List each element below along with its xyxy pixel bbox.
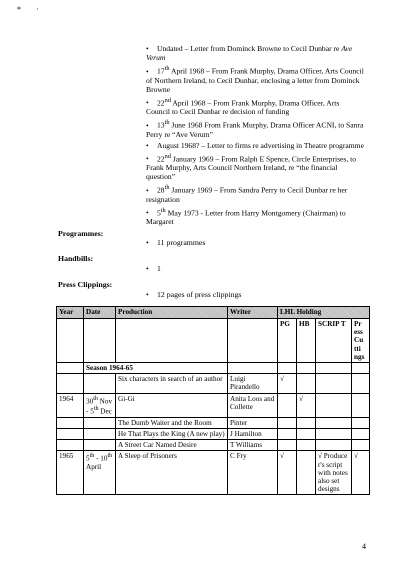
col-writer: Writer (228, 307, 278, 319)
list-item: • 17th April 1968 – From Frank Murphy, Drama Officer, Arts Council of Northern Ireland, to Cecil Dunbar, enclosing a letter from Dominck Browne (146, 65, 364, 94)
list-item: • 28th January 1969 – From Sandra Perry to Cecil Dunbar re her resignation (146, 184, 348, 204)
col-year: Year (57, 307, 84, 319)
tick-icon: √ (278, 374, 297, 393)
list-item: • 22nd January 1969 – From Ralph E Spence, Circle Enterprises, to Frank Murphy, Arts Council Northern Ireland, re “the financial question” (146, 152, 357, 182)
date-cell: 5th - 10th April (84, 451, 116, 495)
programmes-item: • 11 programmes (146, 238, 206, 247)
bullet-icon: • (146, 44, 149, 53)
list-item: • 22nd April 1968 – From Frank Murphy, Drama Officer, Arts Council to Cecil Dunbar re decision of funding (146, 96, 340, 117)
bullet-icon: • (146, 120, 149, 130)
bullet-icon: • (146, 98, 149, 108)
table-row: 1964 30th Nov - 5th Dec Gi-Gi Anita Loos and Collette √ (57, 393, 370, 417)
page-number: 4 (362, 542, 366, 551)
bullet-icon: • (146, 208, 149, 218)
bullet-icon: • (146, 66, 149, 76)
bullet-icon: • (146, 290, 149, 299)
table-header-row (57, 307, 370, 319)
bullet-icon: • (146, 140, 149, 150)
handbills-label: Handbills: (58, 254, 94, 263)
col-press-cuttings: Pr ess Cu tti ngs (352, 319, 370, 363)
col-lhl-holding: LHL Holding (278, 307, 370, 319)
col-hb: HB (297, 319, 316, 363)
bullet-icon: • (146, 185, 149, 195)
col-script: SCRIP T (316, 319, 352, 363)
tick-icon: √ (352, 451, 370, 495)
tick-icon: √ (278, 451, 297, 495)
col-date: Date (84, 307, 116, 319)
press-clippings-item: • 12 pages of press clippings (146, 290, 242, 299)
list-item: • 13th June 1968 From Frank Murphy, Drama Officer ACNI, to Sanra Perry re “Ave Verum” (146, 119, 364, 139)
scan-mark: · (36, 5, 39, 14)
date-cell: 30th Nov - 5th Dec (84, 393, 116, 417)
table-subheader-row (57, 319, 370, 363)
list-item: • August 1968? – Letter to firms re advertising in Theatre programme (146, 140, 364, 150)
table-row: Six characters in search of an author Luigi Pirandello √ (57, 374, 370, 393)
col-production: Production (116, 307, 228, 319)
correspondence-list (146, 44, 364, 228)
list-item: • 5th May 1973 - Letter from Harry Montgomery (Chairman) to Margaret (146, 206, 346, 227)
script-note: √ Produce r's script with notes also set designs (316, 451, 352, 495)
list-item: • Undated – Letter from Dominck Browne to Cecil Dunbar re Ave Verum (146, 44, 353, 62)
bullet-icon: • (146, 264, 149, 273)
table-row: He That Plays the King (A new play) J Hamilton (57, 429, 370, 440)
bullet-icon: • (146, 154, 149, 164)
table-row-season (57, 363, 370, 374)
handbills-item: • 1 (146, 264, 161, 273)
programmes-label: Programmes: (58, 229, 104, 238)
tick-icon: √ (297, 393, 316, 417)
bullet-icon: • (146, 238, 149, 247)
press-clippings-label: Press Clippings: (58, 280, 113, 289)
table-row: 1965 5th - 10th April A Sleep of Prisoners C Fry √ √ Produce r's script with notes also set designs √ (57, 451, 370, 495)
season-label: Season 1964-65 (84, 363, 228, 374)
scan-mark: * (17, 5, 21, 14)
table-row: A Street Car Named Desire T Williams (57, 440, 370, 451)
holdings-table (56, 306, 370, 495)
table-row: The Dumb Waiter and the Room Pinter (57, 417, 370, 428)
col-pg: PG (278, 319, 297, 363)
